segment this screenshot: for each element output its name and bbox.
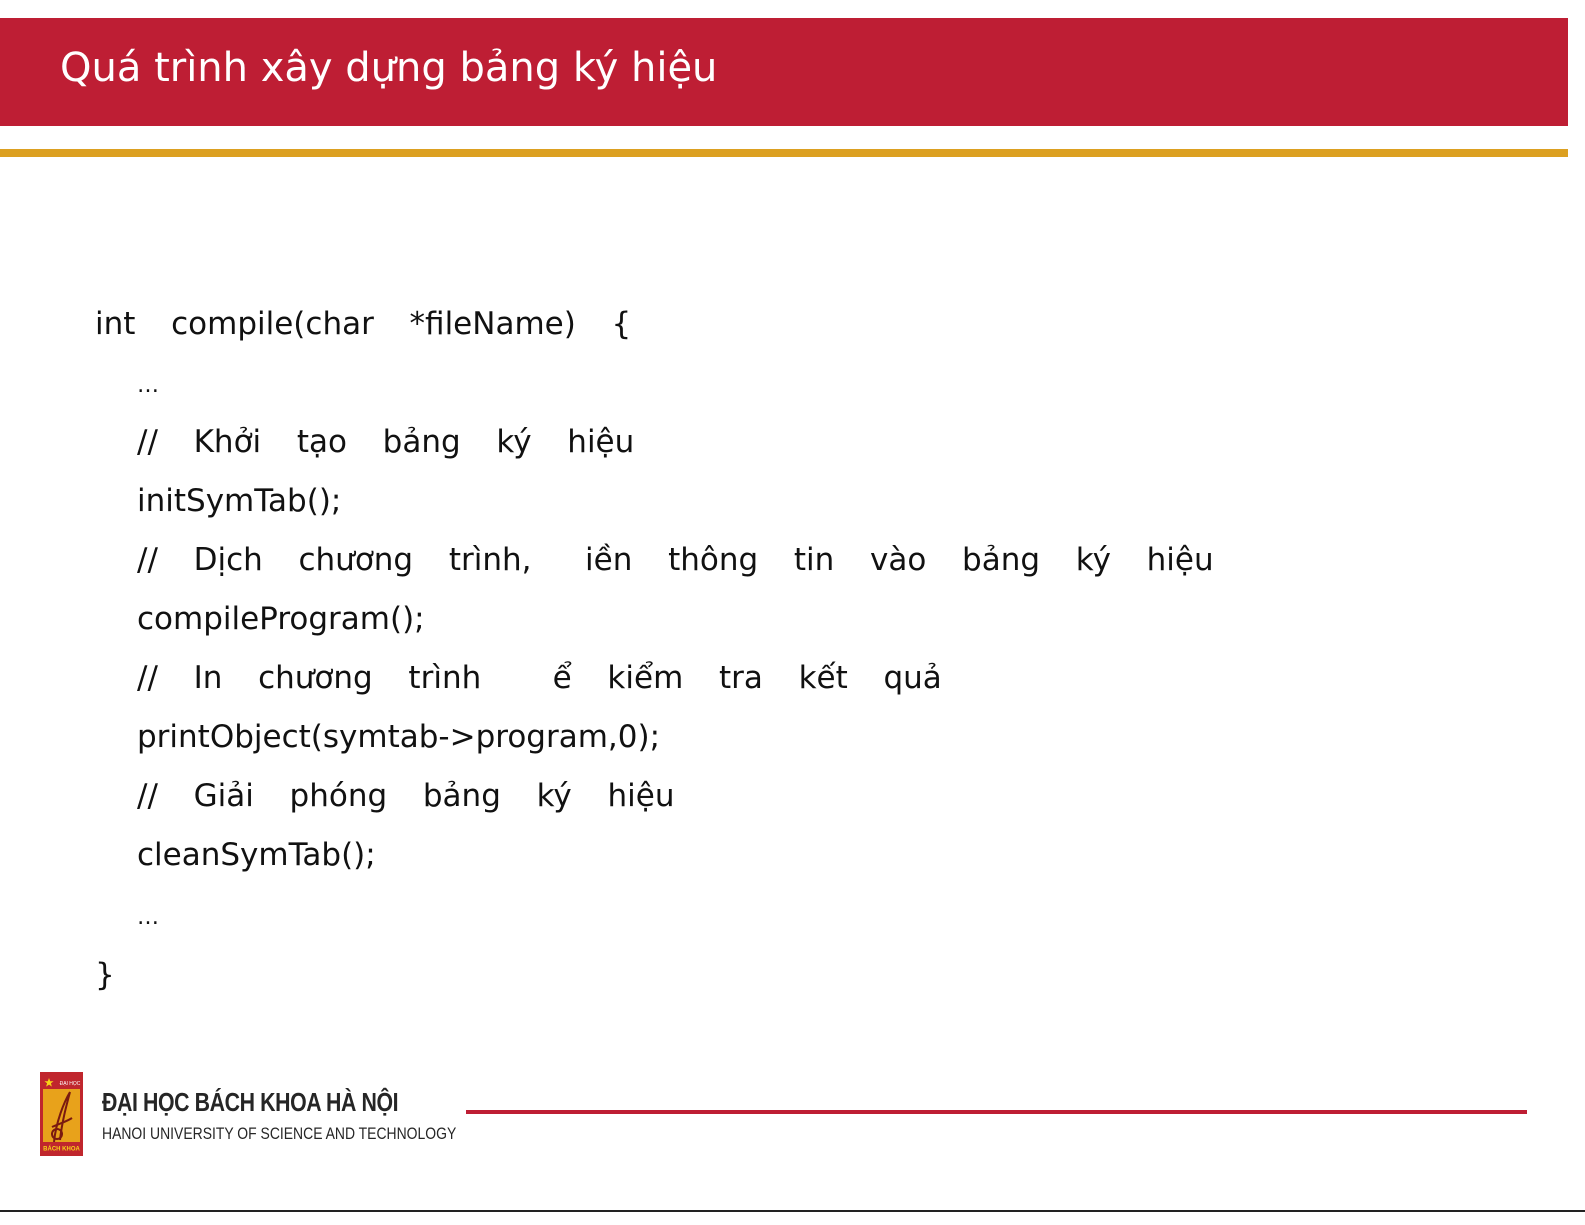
university-name: ĐẠI HỌC BÁCH KHOA HÀ NỘI [102, 1087, 399, 1117]
code-line: int compile(char *fileName) { [95, 306, 632, 342]
code-line: compileProgram(); [137, 601, 425, 637]
code-comment: // Khởi tạo bảng ký hiệu [137, 424, 635, 460]
gold-divider [0, 149, 1568, 157]
university-logo [40, 1072, 83, 1156]
code-line: cleanSymTab(); [137, 837, 376, 873]
code-line: printObject(symtab->program,0); [137, 719, 661, 755]
bottom-border [0, 1210, 1585, 1212]
code-line: initSymTab(); [137, 483, 342, 519]
code-line: } [95, 957, 115, 993]
slide-title: Quá trình xây dựng bảng ký hiệu [60, 45, 718, 91]
footer-divider [466, 1110, 1527, 1114]
logo-text-top: ĐẠI HỌC [59, 1081, 81, 1087]
logo-text-bottom: BÁCH KHOA [43, 1146, 80, 1153]
code-line: … [137, 905, 159, 930]
university-name-english: HANOI UNIVERSITY OF SCIENCE AND TECHNOLOGY [102, 1124, 457, 1143]
code-line: … [137, 373, 159, 398]
code-comment: // Giải phóng bảng ký hiệu [137, 778, 675, 814]
code-comment: // In chương trình ể kiểm tra kết quả [137, 660, 942, 696]
code-comment: // Dịch chương trình, iền thông tin vào bảng ký hiệu [137, 542, 1214, 578]
